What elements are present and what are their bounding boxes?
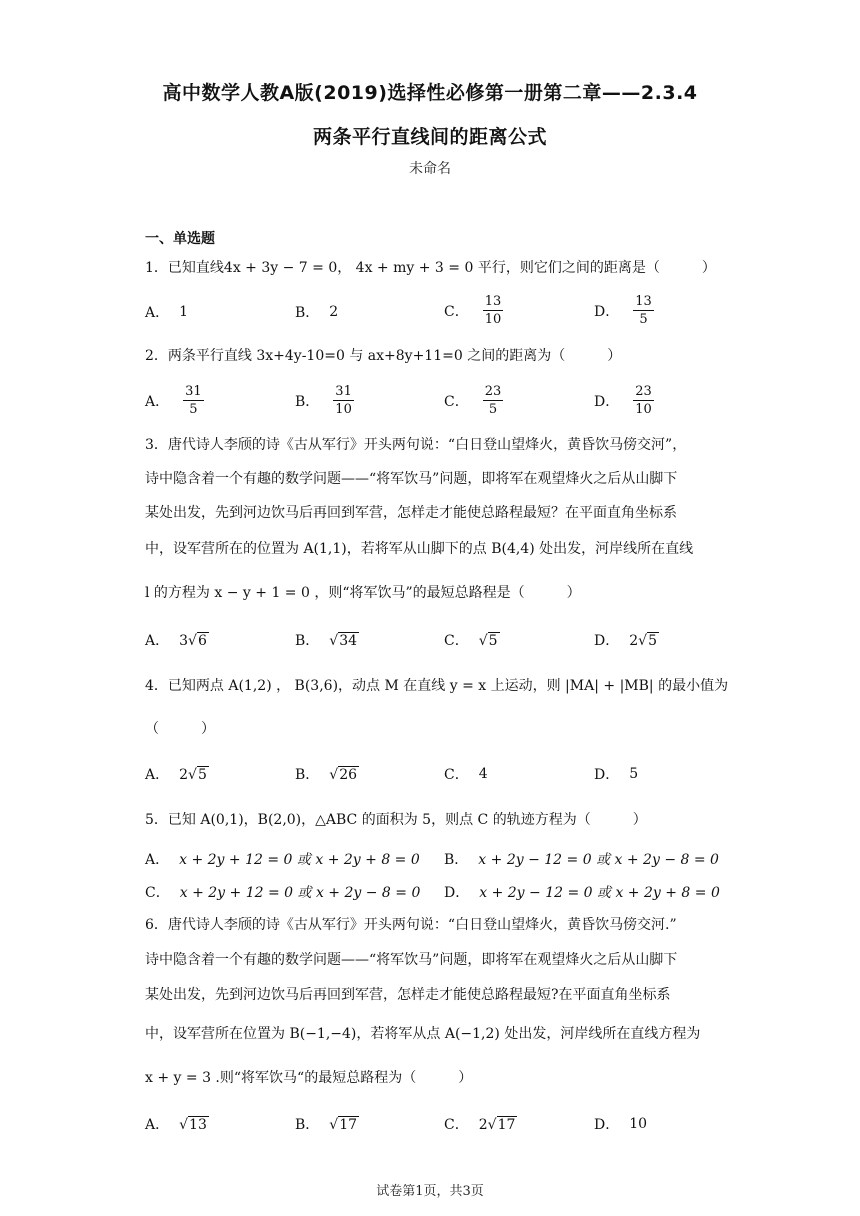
square-root: √ 17 [329,1116,358,1133]
question-2-option-a: A． $\frac{31}{5}$ [145,384,202,417]
question-6-text-line-5: x + y = 3 .则“将军饮马“的最短总路程为（ ） [145,1070,473,1086]
question-2-option-b: B． $\frac{31}{10}$ [295,384,352,417]
fraction: $\frac{31}{10}$ [335,384,352,417]
question-5-option-a: A． x + 2y + 12 = 0 或 x + 2y + 8 = 0 [145,852,420,868]
question-3-option-a: A． 3 √ 6 [145,632,207,649]
question-1-option-c: C． $\frac{13}{10}$ [444,294,502,327]
question-1-option-d: D． $\frac{13}{5}$ [594,294,652,327]
question-5-option-d: D． x + 2y − 12 = 0 或 x + 2y + 8 = 0 [444,885,720,901]
question-6-option-d: D． 10 [594,1116,648,1133]
question-4-option-d: D． 5 [594,766,639,783]
author-label: 未命名 [409,161,451,177]
square-root: √ 13 [179,1116,207,1133]
question-3-text-line-1: 3．唐代诗人李颀的诗《古从军行》开头两句说：“白日登山望烽火，黄昏饮马傍交河”， [145,437,687,453]
question-1-option-a: A． 1 [145,304,189,321]
question-4-option-c: C． 4 [444,766,488,783]
question-6-option-b: B． √ 17 [295,1116,358,1133]
question-4-option-a: A． 2 √ 5 [145,766,207,783]
question-2-option-c: C． $\frac{23}{5}$ [444,384,502,417]
square-root: √ 26 [329,766,358,783]
square-root: 2 √ 5 [629,632,657,649]
square-root: 3 √ 6 [179,632,207,649]
question-3-text-line-4: 中，设军营所在的位置为 A(1,1)，若将军从山脚下的点 B(4,4) 处出发，河岸线所在直线 [145,541,694,557]
fraction: $\frac{23}{10}$ [635,384,652,417]
square-root: √ 34 [329,632,358,649]
question-6-text-line-4: 中，设军营所在位置为 B(−1,−4)，若将军从点 A(−1,2) 处出发，河岸线所在直线方程为 [145,1026,701,1042]
question-4-option-b: B． √ 26 [295,766,358,783]
question-3-option-c: C． √ 5 [444,632,498,649]
square-root: 2 √ 5 [179,766,207,783]
question-6-option-c: C． 2 √ 17 [444,1116,516,1133]
question-6-option-a: A． √ 13 [145,1116,207,1133]
fraction: $\frac{23}{5}$ [484,384,502,417]
page-title-line-2: 两条平行直线间的距离公式 [312,126,547,148]
page-title-line-1: 高中数学人教A版(2019)选择性必修第一册第二章——2.3.4 [162,82,698,104]
square-root: 2 √ 17 [478,1116,516,1133]
question-3-option-b: B． √ 34 [295,632,358,649]
page-footer: 试卷第1页，共3页 [376,1184,484,1199]
question-5-option-c: C． x + 2y + 12 = 0 或 x + 2y − 8 = 0 [145,885,421,901]
square-root: √ 5 [478,632,498,649]
question-2-text: 2．两条平行直线 3x+4y-10=0 与 ax+8y+11=0 之间的距离为（ ） [145,348,622,364]
question-4-text-line-2: （ ） [145,721,215,737]
question-3-text-line-2: 诗中隐含着一个有趣的数学问题——“将军饮马”问题，即将军在观望烽火之后从山脚下 [145,471,678,487]
question-2-option-d: D． $\frac{23}{10}$ [594,384,652,417]
question-6-text-line-3: 某处出发，先到河边饮马后再回到军营，怎样走才能使总路程最短?在平面直角坐标系 [145,987,671,1003]
question-3-text-line-5: l 的方程为 x − y + 1 = 0 ，则“将军饮马”的最短总路程是（ ） [145,585,581,601]
fraction: $\frac{13}{10}$ [484,294,502,327]
question-3-text-line-3: 某处出发，先到河边饮马后再回到军营，怎样走才能使总路程最短？在平面直角坐标系 [145,505,677,521]
fraction: $\frac{13}{5}$ [635,294,652,327]
question-1-text: 1．已知直线4x + 3y − 7 = 0， 4x + my + 3 = 0 平行，则它们之间的距离是（ ） [145,260,716,276]
question-4-text-line-1: 4．已知两点 A(1,2) ， B(3,6)，动点 M 在直线 y = x 上运动，则 |MA| + |MB| 的最小值为 [145,678,729,694]
question-5-text: 5．已知 A(0,1)，B(2,0)，△ABC 的面积为 5，则点 C 的轨迹方程为（ ） [145,812,647,828]
fraction: $\frac{31}{5}$ [185,384,202,417]
question-6-text-line-1: 6．唐代诗人李颀的诗《古从军行》开头两句说：“白日登山望烽火，黄昏饮马傍交河.” [145,917,677,933]
section-heading: 一、单选题 [145,231,215,247]
question-6-text-line-2: 诗中隐含着一个有趣的数学问题——“将军饮马”问题，即将军在观望烽火之后从山脚下 [145,952,678,968]
question-3-option-d: D． 2 √ 5 [594,632,657,649]
question-1-option-b: B． 2 [295,304,339,321]
question-5-option-b: B． x + 2y − 12 = 0 或 x + 2y − 8 = 0 [444,852,719,868]
